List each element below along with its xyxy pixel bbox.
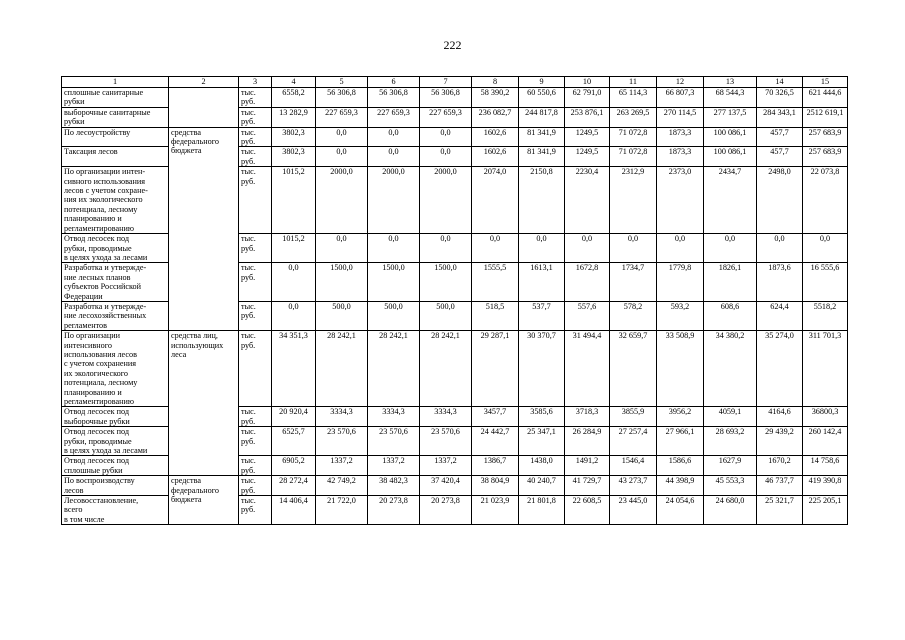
value-cell: 1546,4	[610, 456, 657, 476]
value-cell: 0,0	[610, 234, 657, 263]
table-row	[62, 127, 848, 147]
value-cell: 227 659,3	[368, 107, 420, 127]
item-name-cell: Разработка и утвержде- ние лесных планов субъектов Российской Федерации	[62, 263, 169, 302]
value-cell: 34 380,2	[704, 331, 757, 407]
value-cell: 29 287,1	[472, 331, 519, 407]
value-cell: 2312,9	[610, 167, 657, 234]
value-cell: 3802,3	[272, 127, 316, 147]
value-cell: 227 659,3	[316, 107, 368, 127]
value-cell: 66 807,3	[657, 88, 704, 108]
value-cell: 1734,7	[610, 263, 657, 302]
value-cell: 1586,6	[657, 456, 704, 476]
value-cell: 260 142,4	[803, 427, 848, 456]
value-cell: 1873,6	[757, 263, 803, 302]
value-cell: 21 722,0	[316, 496, 368, 525]
value-cell: 1015,2	[272, 167, 316, 234]
item-name-cell: Отвод лесосек под рубки, проводимые в целях ухода за лесами	[62, 427, 169, 456]
unit-cell: тыс. руб.	[239, 456, 272, 476]
value-cell: 56 306,8	[368, 88, 420, 108]
value-cell: 621 444,6	[803, 88, 848, 108]
value-cell: 38 804,9	[472, 476, 519, 496]
value-cell: 28 242,1	[420, 331, 472, 407]
unit-cell: тыс. руб.	[239, 127, 272, 147]
unit-cell: тыс. руб.	[239, 301, 272, 330]
page-number: 222	[443, 38, 462, 52]
value-cell: 593,2	[657, 301, 704, 330]
value-cell: 100 086,1	[704, 147, 757, 167]
value-cell: 0,0	[657, 234, 704, 263]
value-cell: 236 082,7	[472, 107, 519, 127]
value-cell: 3585,6	[519, 407, 565, 427]
value-cell: 27 966,1	[657, 427, 704, 456]
item-name-cell: Отвод лесосек под рубки, проводимые в целях ухода за лесами	[62, 234, 169, 263]
column-number-cell: 13	[704, 77, 757, 88]
value-cell: 1826,1	[704, 263, 757, 302]
column-number-cell: 4	[272, 77, 316, 88]
value-cell: 70 326,5	[757, 88, 803, 108]
column-number-cell: 7	[420, 77, 472, 88]
value-cell: 0,0	[704, 234, 757, 263]
value-cell: 3334,3	[316, 407, 368, 427]
column-number-cell: 3	[239, 77, 272, 88]
value-cell: 1500,0	[420, 263, 472, 302]
value-cell: 2150,8	[519, 167, 565, 234]
value-cell: 24 442,7	[472, 427, 519, 456]
unit-cell: тыс. руб.	[239, 263, 272, 302]
value-cell: 29 439,2	[757, 427, 803, 456]
value-cell: 578,2	[610, 301, 657, 330]
funding-source-cell: средства федерального бюджета	[169, 127, 239, 331]
value-cell: 1337,2	[316, 456, 368, 476]
value-cell: 23 570,6	[420, 427, 472, 456]
value-cell: 2512 619,1	[803, 107, 848, 127]
value-cell: 2000,0	[316, 167, 368, 234]
value-cell: 36800,3	[803, 407, 848, 427]
value-cell: 3855,9	[610, 407, 657, 427]
value-cell: 65 114,3	[610, 88, 657, 108]
value-cell: 71 072,8	[610, 147, 657, 167]
value-cell: 28 242,1	[368, 331, 420, 407]
value-cell: 4164,6	[757, 407, 803, 427]
value-cell: 3334,3	[420, 407, 472, 427]
value-cell: 0,0	[368, 147, 420, 167]
value-cell: 24 054,6	[657, 496, 704, 525]
value-cell: 23 570,6	[368, 427, 420, 456]
value-cell: 277 137,5	[704, 107, 757, 127]
value-cell: 33 508,9	[657, 331, 704, 407]
value-cell: 30 370,7	[519, 331, 565, 407]
value-cell: 14 406,4	[272, 496, 316, 525]
funding-source-cell	[169, 88, 239, 128]
value-cell: 1672,8	[565, 263, 610, 302]
value-cell: 0,0	[272, 301, 316, 330]
value-cell: 1491,2	[565, 456, 610, 476]
value-cell: 0,0	[803, 234, 848, 263]
column-number-cell: 6	[368, 77, 420, 88]
value-cell: 20 273,8	[368, 496, 420, 525]
item-name-cell: Разработка и утвержде- ние лесохозяйственных регламентов	[62, 301, 169, 330]
value-cell: 3718,3	[565, 407, 610, 427]
unit-cell: тыс. руб.	[239, 234, 272, 263]
value-cell: 1613,1	[519, 263, 565, 302]
value-cell: 1555,5	[472, 263, 519, 302]
unit-cell: тыс. руб.	[239, 496, 272, 525]
value-cell: 1337,2	[368, 456, 420, 476]
value-cell: 3956,2	[657, 407, 704, 427]
value-cell: 270 114,5	[657, 107, 704, 127]
value-cell: 0,0	[368, 234, 420, 263]
value-cell: 62 791,0	[565, 88, 610, 108]
value-cell: 22 073,8	[803, 167, 848, 234]
value-cell: 40 240,7	[519, 476, 565, 496]
value-cell: 60 550,6	[519, 88, 565, 108]
value-cell: 2434,7	[704, 167, 757, 234]
value-cell: 0,0	[420, 147, 472, 167]
value-cell: 56 306,8	[316, 88, 368, 108]
value-cell: 263 269,5	[610, 107, 657, 127]
value-cell: 27 257,4	[610, 427, 657, 456]
column-number-cell: 10	[565, 77, 610, 88]
value-cell: 2230,4	[565, 167, 610, 234]
column-number-cell: 8	[472, 77, 519, 88]
value-cell: 20 920,4	[272, 407, 316, 427]
value-cell: 23 445,0	[610, 496, 657, 525]
value-cell: 43 273,7	[610, 476, 657, 496]
value-cell: 1500,0	[316, 263, 368, 302]
value-cell: 2000,0	[368, 167, 420, 234]
value-cell: 500,0	[420, 301, 472, 330]
value-cell: 1627,9	[704, 456, 757, 476]
value-cell: 0,0	[316, 127, 368, 147]
item-name-cell: Таксация лесов	[62, 147, 169, 167]
value-cell: 537,7	[519, 301, 565, 330]
table-row	[62, 476, 848, 496]
value-cell: 16 555,6	[803, 263, 848, 302]
value-cell: 6558,2	[272, 88, 316, 108]
value-cell: 608,6	[704, 301, 757, 330]
value-cell: 1602,6	[472, 127, 519, 147]
column-number-row	[62, 77, 848, 88]
item-name-cell: Лесовосстановление, всего в том числе	[62, 496, 169, 525]
unit-cell: тыс. руб.	[239, 331, 272, 407]
value-cell: 25 321,7	[757, 496, 803, 525]
unit-cell: тыс. руб.	[239, 167, 272, 234]
value-cell: 311 701,3	[803, 331, 848, 407]
table-row	[62, 88, 848, 108]
value-cell: 21 023,9	[472, 496, 519, 525]
value-cell: 6905,2	[272, 456, 316, 476]
value-cell: 1779,8	[657, 263, 704, 302]
column-number-cell: 12	[657, 77, 704, 88]
value-cell: 257 683,9	[803, 127, 848, 147]
value-cell: 42 749,2	[316, 476, 368, 496]
item-name-cell: Отвод лесосек под выборочные рубки	[62, 407, 169, 427]
funding-source-cell: средства федерального бюджета	[169, 476, 239, 525]
value-cell: 3457,7	[472, 407, 519, 427]
value-cell: 500,0	[368, 301, 420, 330]
value-cell: 35 274,0	[757, 331, 803, 407]
column-number-cell: 2	[169, 77, 239, 88]
funding-source-cell: средства лиц, использующих леса	[169, 331, 239, 476]
value-cell: 2373,0	[657, 167, 704, 234]
value-cell: 557,6	[565, 301, 610, 330]
value-cell: 37 420,4	[420, 476, 472, 496]
value-cell: 1670,2	[757, 456, 803, 476]
value-cell: 457,7	[757, 147, 803, 167]
value-cell: 225 205,1	[803, 496, 848, 525]
value-cell: 0,0	[272, 263, 316, 302]
value-cell: 1249,5	[565, 147, 610, 167]
value-cell: 24 680,0	[704, 496, 757, 525]
value-cell: 1873,3	[657, 147, 704, 167]
unit-cell: тыс. руб.	[239, 476, 272, 496]
value-cell: 38 482,3	[368, 476, 420, 496]
unit-cell: тыс. руб.	[239, 88, 272, 108]
value-cell: 23 570,6	[316, 427, 368, 456]
value-cell: 28 242,1	[316, 331, 368, 407]
value-cell: 68 544,3	[704, 88, 757, 108]
value-cell: 2498,0	[757, 167, 803, 234]
value-cell: 25 347,1	[519, 427, 565, 456]
value-cell: 34 351,3	[272, 331, 316, 407]
value-cell: 257 683,9	[803, 147, 848, 167]
table-row	[62, 331, 848, 407]
value-cell: 0,0	[519, 234, 565, 263]
item-name-cell: сплошные санитарные рубки	[62, 88, 169, 108]
value-cell: 3802,3	[272, 147, 316, 167]
value-cell: 244 817,8	[519, 107, 565, 127]
value-cell: 20 273,8	[420, 496, 472, 525]
item-name-cell: По лесоустройству	[62, 127, 169, 147]
column-number-cell: 11	[610, 77, 657, 88]
value-cell: 71 072,8	[610, 127, 657, 147]
value-cell: 1438,0	[519, 456, 565, 476]
value-cell: 31 494,4	[565, 331, 610, 407]
value-cell: 44 398,9	[657, 476, 704, 496]
value-cell: 14 758,6	[803, 456, 848, 476]
value-cell: 5518,2	[803, 301, 848, 330]
budget-table	[61, 76, 848, 525]
value-cell: 28 272,4	[272, 476, 316, 496]
column-number-cell: 5	[316, 77, 368, 88]
value-cell: 21 801,8	[519, 496, 565, 525]
value-cell: 0,0	[420, 234, 472, 263]
value-cell: 0,0	[420, 127, 472, 147]
value-cell: 1500,0	[368, 263, 420, 302]
column-number-cell: 14	[757, 77, 803, 88]
value-cell: 1015,2	[272, 234, 316, 263]
value-cell: 227 659,3	[420, 107, 472, 127]
value-cell: 0,0	[472, 234, 519, 263]
value-cell: 58 390,2	[472, 88, 519, 108]
value-cell: 2074,0	[472, 167, 519, 234]
value-cell: 100 086,1	[704, 127, 757, 147]
value-cell: 13 282,9	[272, 107, 316, 127]
item-name-cell: выборочные санитарные рубки	[62, 107, 169, 127]
value-cell: 32 659,7	[610, 331, 657, 407]
unit-cell: тыс. руб.	[239, 407, 272, 427]
value-cell: 28 693,2	[704, 427, 757, 456]
value-cell: 419 390,8	[803, 476, 848, 496]
item-name-cell: По организации интен- сивного использования лесов с учетом сохране- ния их экологического потенциала, лесному планированию и регламентированию	[62, 167, 169, 234]
value-cell: 624,4	[757, 301, 803, 330]
value-cell: 45 553,3	[704, 476, 757, 496]
value-cell: 3334,3	[368, 407, 420, 427]
value-cell: 457,7	[757, 127, 803, 147]
value-cell: 1602,6	[472, 147, 519, 167]
value-cell: 41 729,7	[565, 476, 610, 496]
value-cell: 0,0	[757, 234, 803, 263]
value-cell: 0,0	[316, 234, 368, 263]
value-cell: 46 737,7	[757, 476, 803, 496]
value-cell: 81 341,9	[519, 147, 565, 167]
item-name-cell: Отвод лесосек под сплошные рубки	[62, 456, 169, 476]
unit-cell: тыс. руб.	[239, 107, 272, 127]
value-cell: 500,0	[316, 301, 368, 330]
value-cell: 0,0	[368, 127, 420, 147]
column-number-cell: 9	[519, 77, 565, 88]
value-cell: 253 876,1	[565, 107, 610, 127]
value-cell: 0,0	[316, 147, 368, 167]
value-cell: 81 341,9	[519, 127, 565, 147]
value-cell: 1386,7	[472, 456, 519, 476]
unit-cell: тыс. руб.	[239, 427, 272, 456]
value-cell: 1337,2	[420, 456, 472, 476]
unit-cell: тыс. руб.	[239, 147, 272, 167]
value-cell: 26 284,9	[565, 427, 610, 456]
value-cell: 2000,0	[420, 167, 472, 234]
column-number-cell: 1	[62, 77, 169, 88]
value-cell: 1249,5	[565, 127, 610, 147]
value-cell: 56 306,8	[420, 88, 472, 108]
value-cell: 22 608,5	[565, 496, 610, 525]
value-cell: 0,0	[565, 234, 610, 263]
value-cell: 518,5	[472, 301, 519, 330]
value-cell: 6525,7	[272, 427, 316, 456]
value-cell: 4059,1	[704, 407, 757, 427]
value-cell: 1873,3	[657, 127, 704, 147]
item-name-cell: По организации интенсивного использования лесов с учетом сохранения их экологического потенциала, лесному планированию и регламентированию	[62, 331, 169, 407]
item-name-cell: По воспроизводству лесов	[62, 476, 169, 496]
column-number-cell: 15	[803, 77, 848, 88]
value-cell: 284 343,1	[757, 107, 803, 127]
